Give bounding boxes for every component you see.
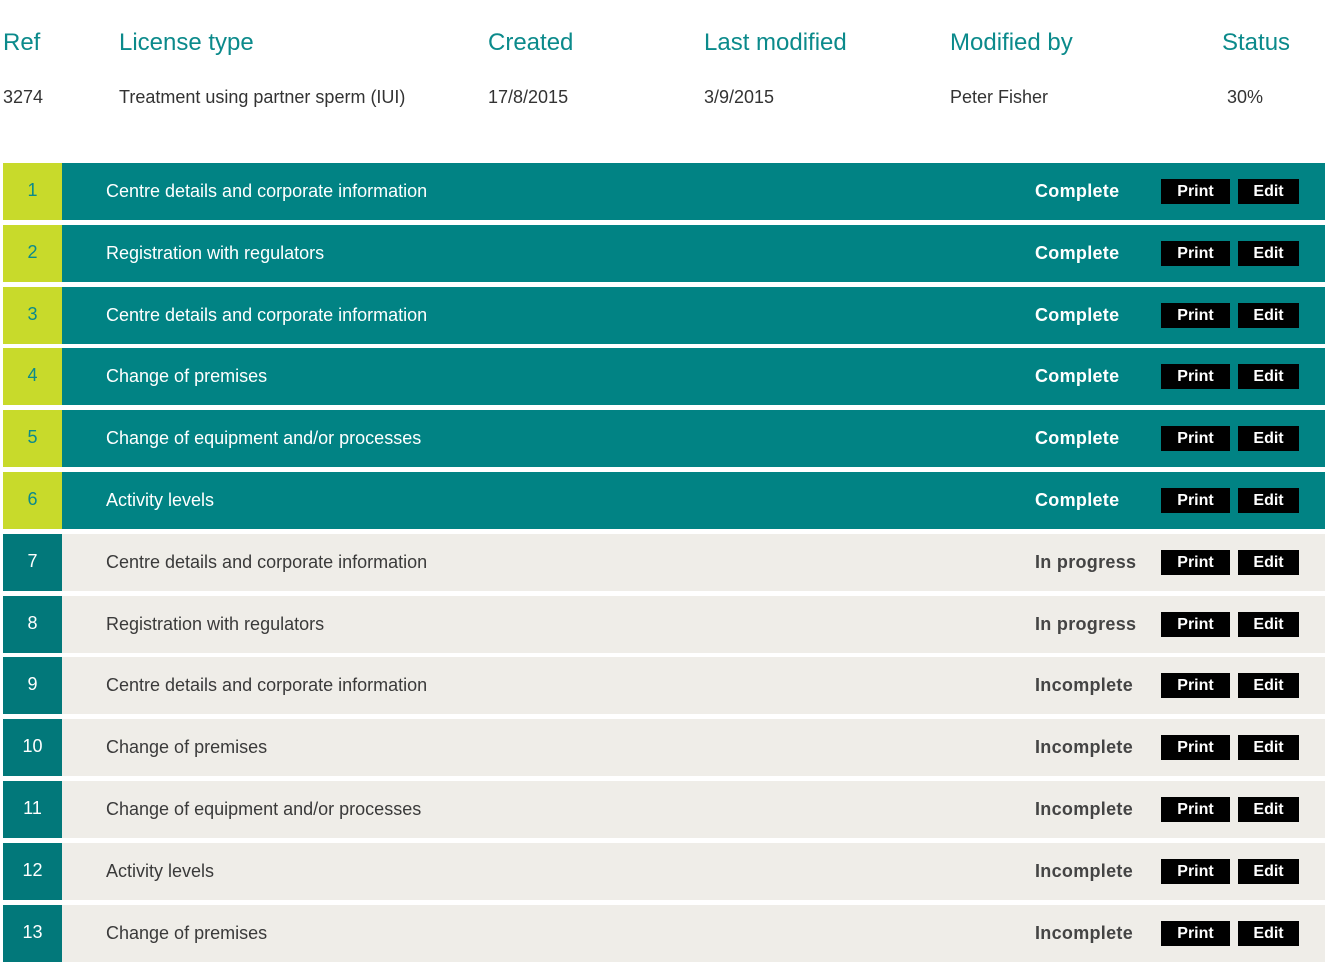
section-title: Registration with regulators — [106, 613, 325, 634]
section-number: 5 — [3, 410, 62, 467]
section-row — [3, 719, 1325, 776]
section-row — [3, 287, 1325, 344]
print-button[interactable]: Print — [1161, 735, 1230, 760]
section-title: Change of premises — [106, 922, 268, 943]
section-body — [62, 410, 1325, 467]
section-number: 6 — [3, 472, 62, 529]
section-body — [62, 596, 1325, 653]
license-status: 30% — [1227, 87, 1264, 107]
print-button[interactable]: Print — [1161, 797, 1230, 822]
section-title: Centre details and corporate information — [106, 304, 428, 325]
section-row — [3, 410, 1325, 467]
section-status: Complete — [1035, 490, 1120, 510]
section-row — [3, 843, 1325, 900]
section-number: 9 — [3, 657, 62, 714]
section-number: 10 — [3, 719, 62, 776]
edit-button[interactable]: Edit — [1238, 735, 1299, 760]
print-button[interactable]: Print — [1161, 612, 1230, 637]
edit-button[interactable]: Edit — [1238, 673, 1299, 698]
edit-button[interactable]: Edit — [1238, 364, 1299, 389]
header-license-type: License type — [119, 29, 254, 56]
section-number: 1 — [3, 163, 62, 220]
header-modified-by: Modified by — [950, 29, 1073, 56]
license-summary-row — [0, 87, 1327, 109]
section-number: 3 — [3, 287, 62, 344]
section-status: Incomplete — [1035, 860, 1134, 881]
section-title: Change of premises — [106, 737, 268, 758]
license-ref: 3274 — [3, 87, 44, 107]
section-body — [62, 348, 1325, 405]
print-button[interactable]: Print — [1161, 179, 1230, 204]
section-status: Complete — [1035, 304, 1120, 325]
section-row — [3, 781, 1325, 838]
section-body — [62, 472, 1325, 529]
edit-button[interactable]: Edit — [1238, 797, 1299, 822]
section-title: Centre details and corporate information — [106, 181, 428, 201]
section-status: Complete — [1035, 366, 1120, 387]
license-created: 17/8/2015 — [488, 87, 569, 107]
edit-button[interactable]: Edit — [1238, 241, 1299, 266]
section-body — [62, 843, 1325, 900]
section-body — [62, 657, 1325, 714]
section-row — [3, 163, 1325, 220]
section-row — [3, 657, 1325, 714]
section-title: Change of equipment and/or processes — [106, 799, 422, 819]
license-modified-by: Peter Fisher — [950, 87, 1049, 107]
section-row — [3, 596, 1325, 653]
edit-button[interactable]: Edit — [1238, 303, 1299, 328]
print-button[interactable]: Print — [1161, 488, 1230, 513]
edit-button[interactable]: Edit — [1238, 612, 1299, 637]
edit-button[interactable]: Edit — [1238, 859, 1299, 884]
header-created: Created — [488, 29, 574, 56]
section-body — [62, 781, 1325, 838]
edit-button[interactable]: Edit — [1238, 426, 1299, 451]
section-status: Incomplete — [1035, 799, 1134, 819]
table-header — [0, 29, 1327, 59]
section-status: Incomplete — [1035, 675, 1134, 696]
print-button[interactable]: Print — [1161, 241, 1230, 266]
section-status: In progress — [1035, 613, 1137, 634]
section-number: 13 — [3, 905, 62, 962]
section-number: 11 — [3, 781, 62, 838]
section-title: Activity levels — [106, 490, 215, 510]
section-row — [3, 534, 1325, 591]
section-row — [3, 472, 1325, 529]
print-button[interactable]: Print — [1161, 550, 1230, 575]
section-title: Centre details and corporate information — [106, 551, 428, 572]
section-body — [62, 719, 1325, 776]
section-status: In progress — [1035, 551, 1137, 572]
section-status: Complete — [1035, 242, 1120, 263]
section-body — [62, 534, 1325, 591]
section-body — [62, 287, 1325, 344]
header-status: Status — [1222, 29, 1291, 56]
section-title: Centre details and corporate information — [106, 675, 428, 696]
section-status: Complete — [1035, 181, 1120, 201]
edit-button[interactable]: Edit — [1238, 179, 1299, 204]
section-body — [62, 163, 1325, 220]
section-row — [3, 225, 1325, 282]
section-number: 4 — [3, 348, 62, 405]
header-last-modified: Last modified — [704, 29, 847, 56]
print-button[interactable]: Print — [1161, 673, 1230, 698]
section-body — [62, 225, 1325, 282]
section-number: 8 — [3, 596, 62, 653]
section-row — [3, 905, 1325, 962]
section-status: Incomplete — [1035, 922, 1134, 943]
print-button[interactable]: Print — [1161, 921, 1230, 946]
edit-button[interactable]: Edit — [1238, 488, 1299, 513]
section-title: Registration with regulators — [106, 242, 325, 263]
license-last-modified: 3/9/2015 — [704, 87, 775, 107]
section-title: Change of equipment and/or processes — [106, 428, 422, 449]
header-ref: Ref — [3, 29, 41, 56]
section-status: Complete — [1035, 428, 1120, 449]
edit-button[interactable]: Edit — [1238, 921, 1299, 946]
section-number: 2 — [3, 225, 62, 282]
print-button[interactable]: Print — [1161, 364, 1230, 389]
license-type: Treatment using partner sperm (IUI) — [119, 87, 406, 107]
section-title: Change of premises — [106, 366, 268, 387]
section-title: Activity levels — [106, 860, 215, 881]
edit-button[interactable]: Edit — [1238, 550, 1299, 575]
section-number: 12 — [3, 843, 62, 900]
section-row — [3, 348, 1325, 405]
print-button[interactable]: Print — [1161, 426, 1230, 451]
section-status: Incomplete — [1035, 737, 1134, 758]
section-body — [62, 905, 1325, 962]
print-button[interactable]: Print — [1161, 859, 1230, 884]
section-number: 7 — [3, 534, 62, 591]
print-button[interactable]: Print — [1161, 303, 1230, 328]
